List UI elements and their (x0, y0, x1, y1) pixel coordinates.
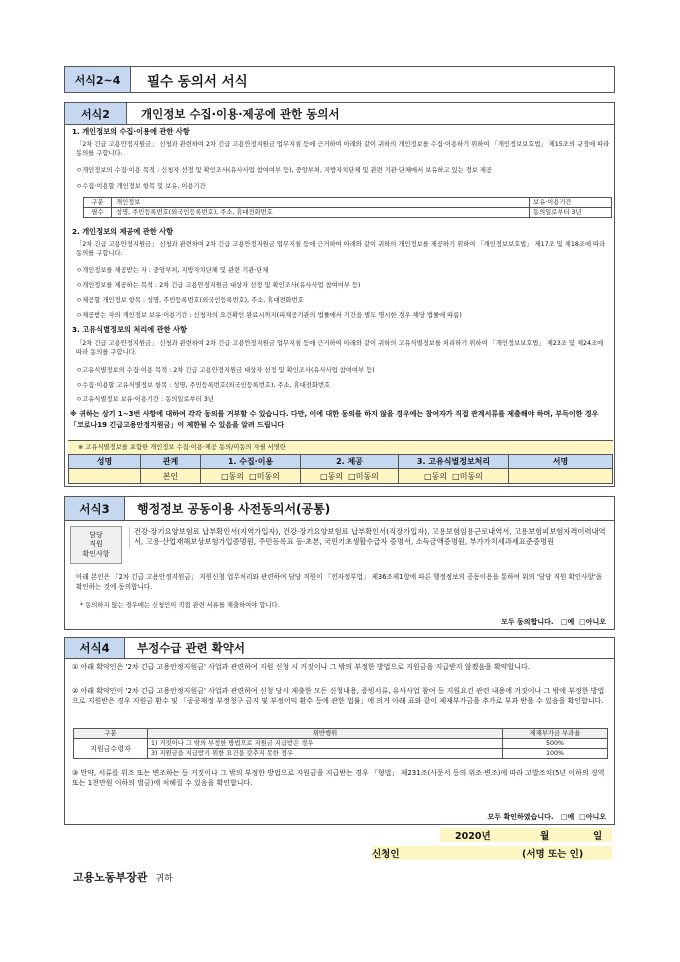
signature-instruction: ※ 고유식별정보를 포함한 개인정보 수집·이용·제공 동의/미동의 자필 서명란 (68, 440, 613, 454)
form4-yes-checkbox[interactable]: □예 (560, 813, 575, 821)
form2-heading-2: 2. 개인정보의 제공에 관한 사항 (72, 227, 174, 236)
applicant-sign-label: (서명 또는 인) (522, 849, 584, 860)
sanction-rate-1: 500% (503, 739, 608, 749)
form2-title: 개인정보 수집·이용·제공에 관한 동의서 (141, 106, 340, 121)
form2-tag: 서식2 (65, 103, 127, 124)
unique-id-disagree-checkbox[interactable]: □미동의 (452, 471, 483, 481)
form2-para-2: 「2차 긴급 고용안정지원금」 신청과 관련하여 2차 긴급 고용안정지원금 업무지침 등에 근거하여 아래와 같이 귀하의 개인정보를 제공하기 위하여 「개인정보보호법」 제17조 및 제18조에 따라 동의를 구합니다. (76, 241, 606, 258)
addressee (73, 866, 173, 885)
form4-confirm-row (488, 812, 606, 822)
form3-check-label (70, 526, 122, 564)
form2-table-1 (83, 197, 612, 218)
sig-collect-cell (201, 469, 301, 484)
form3-yes-checkbox[interactable]: □예 (560, 618, 575, 626)
sanction-violation-2: 3) 지원금을 지급받기 위한 요건을 갖추지 못한 경우 (148, 749, 503, 759)
form2-bullet-4: ㅇ개인정보를 제공하는 목적 : 2차 긴급 고용안정지원금 대상자 선정 및 확인조사(유사사업 참여여부 등) (76, 282, 361, 289)
sanction-head-category: 구분 (74, 729, 148, 739)
form3-no-checkbox[interactable]: □아니오 (579, 618, 606, 626)
form3-check-items: 건강·장기요양보험료 납부확인서(지역가입자), 건강·장기요양보험료 납부확인서(직장가입자), 고용보험임용근로내역서, 고용보험피보험자격이력내역서, 고용·산업재해보상보험가입증명원, 주민등록표 등·초본, 국민기초생활수급자 증명서, 소득금액증명원, 부가가치세과세표준증명원 (129, 527, 609, 548)
collect-agree-checkbox[interactable]: □동의 (221, 471, 245, 481)
form2-bullet-1: ㅇ개인정보의 수집·이용 목적 : 신청자 선정 및 확인조사(유사사업 참여여부 등), 중앙부처, 지방자치단체 및 관련 기관·단체에서 보유하고 있는 정보 제공 (76, 167, 493, 174)
date-day: 일 (593, 831, 603, 842)
t1-row-category: 필수 (84, 208, 112, 218)
date-year: 2020년 (455, 831, 491, 842)
t1-head-category: 구분 (84, 198, 112, 208)
form2-heading-3: 3. 고유식별정보의 처리에 관한 사항 (72, 325, 187, 334)
provide-disagree-checkbox[interactable]: □미동의 (348, 471, 379, 481)
form3-para-2: * 동의하지 않는 경우에는 신청인이 직접 관련 서류를 제출하여야 합니다. (80, 602, 280, 609)
sig-name-cell[interactable] (69, 469, 141, 484)
form4-clause-2: ② 아래 확약인이 '2차 긴급 고용안정지원금' 사업과 관련하여 신청 당시 제출한 모든 신청내용, 증빙서류, 유사사업 참여 등 지원요건 관련 내용에 거짓이나 그 밖에 부정한 방법으로 지원받은 경우 지원금 환수 및 「공공재정 부정청구 금지 및 부정이익 환수 등에 관한 법률」에 의거 아래 표와 같이 제재부가금을 추가로 부과 받을 수 있음을 확인합니다. (72, 687, 605, 706)
sig-head-relation: 관계 (141, 455, 201, 469)
signature-table (68, 454, 613, 484)
form2-para-3: 「2차 긴급 고용안정지원금」 신청과 관련하여 2차 긴급 고용안정지원금 업무지침 등에 근거하여 아래와 같이 귀하의 고유식별정보를 처리하기 위하여 「개인정보보호법」 제23조 및 제24조에 따라 동의를 구합니다. (76, 340, 604, 357)
form3-consent-row (501, 617, 606, 627)
t1-row-period: 동의일로부터 3년 (530, 208, 612, 218)
form2-bullet-2: ㅇ수집·이용할 개인정보 항목 및 보유, 이용기간 (76, 183, 206, 190)
form2-refusal-notice: ※ 귀하는 상기 1~3번 사항에 대하여 각각 동의를 거부할 수 있습니다. 다만, 이에 대한 동의를 하지 않을 경우에는 참여자가 직접 관계서류를 제출해야 하며, 부득이한 경우 「코로나19 긴급고용안정지원금」이 제한될 수 있음을 알려 드립니다 (70, 410, 599, 429)
sanction-rate-2: 100% (503, 749, 608, 759)
form3-para-1: 아래 본인은 「2차 긴급 고용안정지원금」 지원신청 업무처리와 관련하여 담당 직원이 「전자정부법」 제36조제1항에 따른 행정정보의 공동이용을 통하여 위의 '담당 직원 확인사항'을 확인하는 것에 동의합니다. (76, 573, 603, 591)
form2-header (65, 103, 614, 125)
applicant-label: 신청인 (372, 849, 400, 860)
sig-head-collect: 1. 수집·이용 (201, 455, 301, 469)
sanction-recipient: 지원금수령자 (74, 739, 148, 759)
form2-bullet-9: ㅇ고유식별정보 보유·이용기간 : 동의일로부터 3년 (76, 396, 214, 403)
form3-check-label-text: 담당 직원 확인사항 (82, 531, 110, 558)
form4-no-checkbox[interactable]: □아니오 (579, 813, 606, 821)
collect-disagree-checkbox[interactable]: □미동의 (249, 471, 280, 481)
sanction-violation-1: 1) 거짓이나 그 밖의 부정한 방법으로 지원금 지급받은 경우 (148, 739, 503, 749)
sig-head-unique-id: 3. 고유식별정보처리 (399, 455, 509, 469)
form4-title: 부정수급 관련 확약서 (137, 641, 245, 655)
form2-bullet-8: ㅇ수집·이용할 고유식별정보 항목 : 성명, 주민등록번호(외국인등록번호), 주소, 휴대전화번호 (76, 382, 331, 389)
form2-bullet-7: ㅇ고유식별정보의 수집·이용 목적 : 2차 긴급 고용안정지원금 대상자 선정 및 확인조사(유사사업 참여여부 등) (76, 367, 375, 374)
form2-heading-1: 1. 개인정보의 수집·이용에 관한 사항 (72, 127, 190, 136)
sanction-head-violation: 위반행위 (148, 729, 503, 739)
form4-confirm-label: 모두 확인하였습니다. (487, 813, 554, 821)
form4-clause-3: ③ 만약, 서류를 위조 또는 변조하는 등 거짓이나 그 밖의 부정한 방법으로 지원금을 지급받는 경우 「형법」 제231조(사문서 등의 위조·변조)에 따라 고발조치(5년 이하의 징역 또는 1천만원 이하의 벌금)에 처해질 수 있음을 확인합니다. (72, 769, 605, 788)
sig-relation-cell: 본인 (141, 469, 201, 484)
t1-row-info: 성명, 주민등록번호(외국인등록번호), 주소, 휴대전화번호 (112, 208, 530, 218)
form3-title: 행정정보 공동이용 사전동의서(공통) (137, 502, 331, 516)
form2-bullet-5: ㅇ제공할 개인정보 항목 : 성명, 주민등록번호(외국인등록번호), 주소, 휴대전화번호 (76, 297, 304, 304)
t1-head-info: 개인정보 (112, 198, 530, 208)
sig-provide-cell (301, 469, 399, 484)
sig-head-name: 성명 (69, 455, 141, 469)
date-month: 월 (540, 831, 550, 842)
form2-bullet-6: ㅇ제공받는 자의 개인정보 보유·이용기간 : 신청자의 요건확인 완료시까지(피제공기관의 법률에서 기간을 별도 명시한 경우 해당 법률에 따름) (76, 312, 462, 319)
t1-head-period: 보유·이용기간 (530, 198, 612, 208)
form4-header (65, 638, 614, 659)
unique-id-agree-checkbox[interactable]: □동의 (424, 471, 448, 481)
addressee-honorific: 귀하 (155, 874, 173, 884)
form4-tag: 서식4 (65, 638, 125, 658)
sig-unique-id-cell (399, 469, 509, 484)
sig-signature-cell[interactable] (509, 469, 613, 484)
provide-agree-checkbox[interactable]: □동의 (320, 471, 344, 481)
sanction-head-rate: 제재부가금 부과율 (503, 729, 608, 739)
form3-header (65, 497, 614, 521)
sig-head-signature: 서명 (509, 455, 613, 469)
form2-para-1: 「2차 긴급 고용안정지원금」 신청과 관련하여 2차 긴급 고용안정지원금 업무지침 등에 근거하여 아래와 같이 귀하의 개인정보를 수집·이용하기 위하여 「개인정보보호법」 제15조의 규정에 따라 동의를 구합니다. (76, 141, 610, 158)
title-tag: 서식2~4 (65, 67, 131, 92)
document-title-box (64, 66, 615, 93)
form3-consent-label: 모두 동의합니다. (501, 618, 554, 626)
document-title: 필수 동의서 서식 (147, 73, 248, 90)
addressee-name: 고용노동부장관 (73, 871, 148, 884)
form2-bullet-3: ㅇ개인정보를 제공받는 자 : 중앙부처, 지방자치단체 및 관련 기관·단체 (76, 267, 269, 274)
sig-head-provide: 2. 제공 (301, 455, 399, 469)
sanction-table (73, 728, 608, 759)
form4-clause-1: ① 아래 확약인은 '2차 긴급 고용안정지원금' 사업과 관련하여 지원 신청 시 거짓이나 그 밖의 부정한 방법으로 지원금을 지급받지 않겠음을 확약합니다. (72, 663, 531, 671)
form3-tag: 서식3 (65, 497, 125, 520)
